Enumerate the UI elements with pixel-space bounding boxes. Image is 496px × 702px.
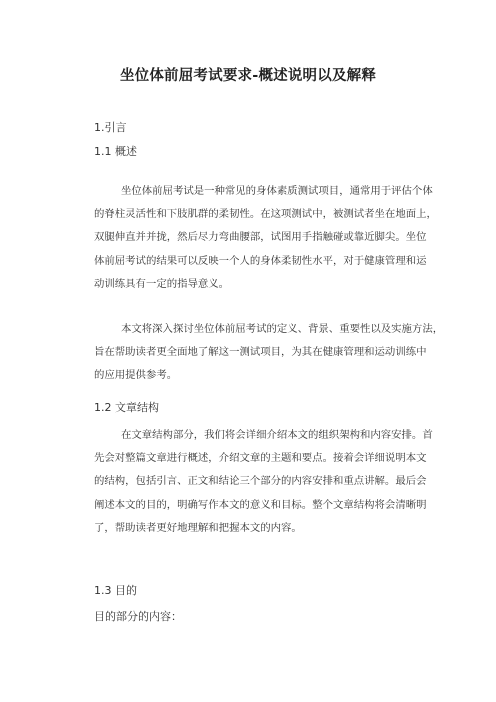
section-heading-intro: 1.引言 (94, 121, 127, 134)
section-heading-purpose: 1.3 目的 (94, 584, 137, 597)
paragraph-structure (94, 424, 433, 540)
paragraph-line: 本文将深入探讨坐位体前屈考试的定义、背景、重要性以及实施方法， (121, 323, 444, 335)
paragraph-line: 旨在帮助读者更全面地了解这一测试项目，为其在健康管理和运动训练中 (94, 346, 427, 359)
paragraph-line: 阐述本文的目的，明确写作本文的意义和目标。整个文章结构将会清晰明 (94, 498, 427, 511)
paragraph-line: 动训练具有一定的指导意义。 (94, 277, 230, 290)
paragraph-line: 的应用提供参考。 (94, 369, 178, 382)
paragraph-line: 双腿伸直并并拢，然后尽力弯曲腰部，试图用手指触碰或靠近脚尖。坐位 (94, 231, 427, 244)
paragraph-line: 了，帮助读者更好地理解和把握本文的内容。 (94, 521, 302, 534)
paragraph-line: 在文章结构部分，我们将会详细介绍本文的组织架构和内容安排。首 (121, 429, 433, 441)
paragraph-line: 坐位体前屈考试是一种常见的身体素质测试项目，通常用于评估个体 (121, 185, 433, 197)
paragraph-overview-1 (94, 180, 437, 296)
paragraph-overview-2 (94, 318, 444, 388)
paragraph-line: 体前屈考试的结果可以反映一个人的身体柔韧性水平，对于健康管理和运 (94, 254, 427, 267)
paragraph-purpose: 目的部分的内容： (94, 610, 182, 623)
section-heading-overview: 1.1 概述 (94, 145, 137, 158)
section-heading-structure: 1.2 文章结构 (94, 401, 159, 414)
paragraph-line: 先会对整篇文章进行概述，介绍文章的主题和要点。接着会详细说明本文 (94, 452, 427, 465)
paragraph-line: 的结构，包括引言、正文和结论三个部分的内容安排和重点讲解。最后会 (94, 475, 427, 488)
paragraph-line: 的脊柱灵活性和下肢肌群的柔韧性。在这项测试中，被测试者坐在地面上， (94, 208, 437, 221)
document-title: 坐位体前屈考试要求-概述说明以及解释 (119, 68, 377, 84)
